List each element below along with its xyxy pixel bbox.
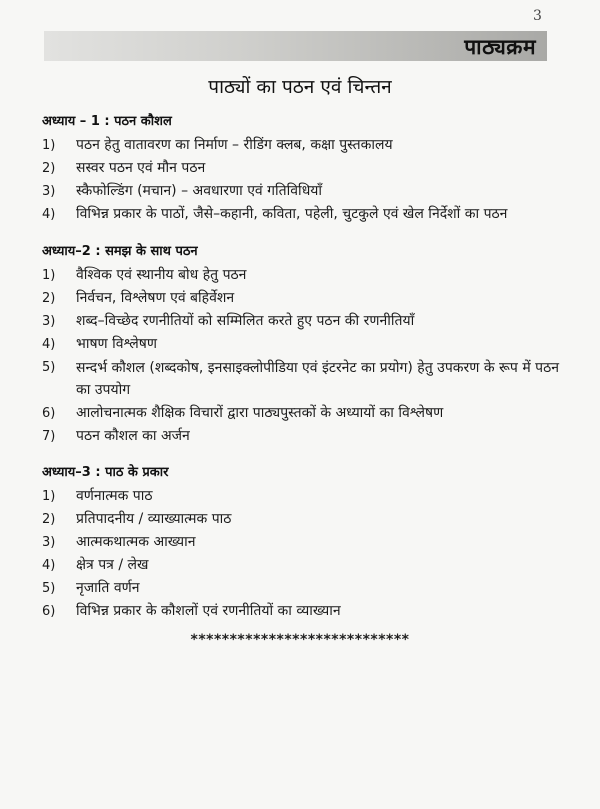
item-text: विभिन्न प्रकार के पाठों, जैसे–कहानी, कविता, पहेली, चुटकुले एवं खेल निर्देशों का पठन [76, 206, 508, 222]
item-text: सन्दर्भ कौशल (शब्दकोष, इनसाइक्लोपीडिया एवं इंटरनेट का प्रयोग) हेतु उपकरण के रूप में पठन का उपयोग [76, 360, 559, 398]
item-number: 5) [42, 581, 56, 596]
item-number: 2) [42, 161, 56, 176]
item-text: विभिन्न प्रकार के कौशलों एवं रणनीतियों का व्याख्यान [76, 603, 341, 619]
list-item [40, 181, 560, 202]
item-number: 3) [42, 314, 56, 329]
list-item [40, 288, 560, 309]
item-list [40, 265, 560, 447]
list-item [40, 334, 560, 355]
item-text: निर्वचन, विश्लेषण एवं बहिर्वेशन [76, 290, 235, 306]
section-chapter-1 [40, 111, 560, 227]
item-text: स्कैफोल्डिंग (मचान) – अवधारणा एवं गतिविधियाँ [76, 183, 323, 199]
item-number: 4) [42, 337, 56, 352]
item-text: शब्द–विच्छेद रणनीतियों को सम्मिलित करते हुए पठन की रणनीतियाँ [76, 313, 415, 329]
item-number: 1) [42, 489, 56, 504]
item-text: वर्णनात्मक पाठ [76, 488, 153, 504]
list-item [40, 532, 560, 553]
item-text: प्रतिपादनीय / व्याख्यात्मक पाठ [76, 511, 232, 527]
header-label: पाठ्यक्रम [464, 35, 536, 59]
item-text: पठन कौशल का अर्जन [76, 428, 190, 444]
list-item [40, 426, 560, 447]
item-number: 5) [42, 360, 56, 375]
list-item [40, 578, 560, 599]
item-text: वैश्विक एवं स्थानीय बोध हेतु पठन [76, 267, 247, 283]
item-text: नृजाति वर्णन [76, 580, 140, 596]
list-item [40, 135, 560, 156]
item-number: 6) [42, 406, 56, 421]
item-text: आलोचनात्मक शैक्षिक विचारों द्वारा पाठ्यपुस्तकों के अध्यायों का विश्लेषण [76, 405, 444, 421]
list-item [40, 158, 560, 179]
item-list [40, 135, 560, 225]
item-number: 3) [42, 184, 56, 199]
section-chapter-3 [40, 462, 560, 624]
section-chapter-2 [40, 241, 560, 449]
list-item [40, 311, 560, 332]
section-heading: अध्याय – 1 : पठन कौशल [42, 114, 172, 129]
item-number: 3) [42, 535, 56, 550]
section-heading: अध्याय–3 : पाठ के प्रकार [42, 465, 169, 480]
list-item [40, 265, 560, 286]
list-item [40, 555, 560, 576]
list-item [40, 509, 560, 530]
list-item [40, 403, 560, 424]
item-list [40, 486, 560, 622]
page-title: पाठ्यों का पठन एवं चिन्तन [208, 76, 392, 98]
item-text: आत्मकथात्मक आख्यान [76, 534, 196, 550]
item-text: क्षेत्र पत्र / लेख [76, 557, 149, 573]
list-item [40, 357, 560, 401]
list-item [40, 204, 560, 225]
section-heading: अध्याय–2 : समझ के साथ पठन [42, 244, 198, 259]
list-item [40, 601, 560, 622]
item-number: 4) [42, 558, 56, 573]
item-number: 6) [42, 604, 56, 619]
item-text: भाषण विश्लेषण [76, 336, 158, 352]
item-number: 4) [42, 207, 56, 222]
end-marker: **************************** [190, 632, 410, 648]
list-item [40, 486, 560, 507]
item-text: पठन हेतु वातावरण का निर्माण – रीडिंग क्लब, कक्षा पुस्तकालय [76, 137, 393, 153]
item-number: 2) [42, 291, 56, 306]
item-number: 2) [42, 512, 56, 527]
item-number: 1) [42, 268, 56, 283]
item-number: 1) [42, 138, 56, 153]
page-number: 3 [533, 8, 542, 24]
item-text: सस्वर पठन एवं मौन पठन [76, 160, 206, 176]
item-number: 7) [42, 429, 56, 444]
